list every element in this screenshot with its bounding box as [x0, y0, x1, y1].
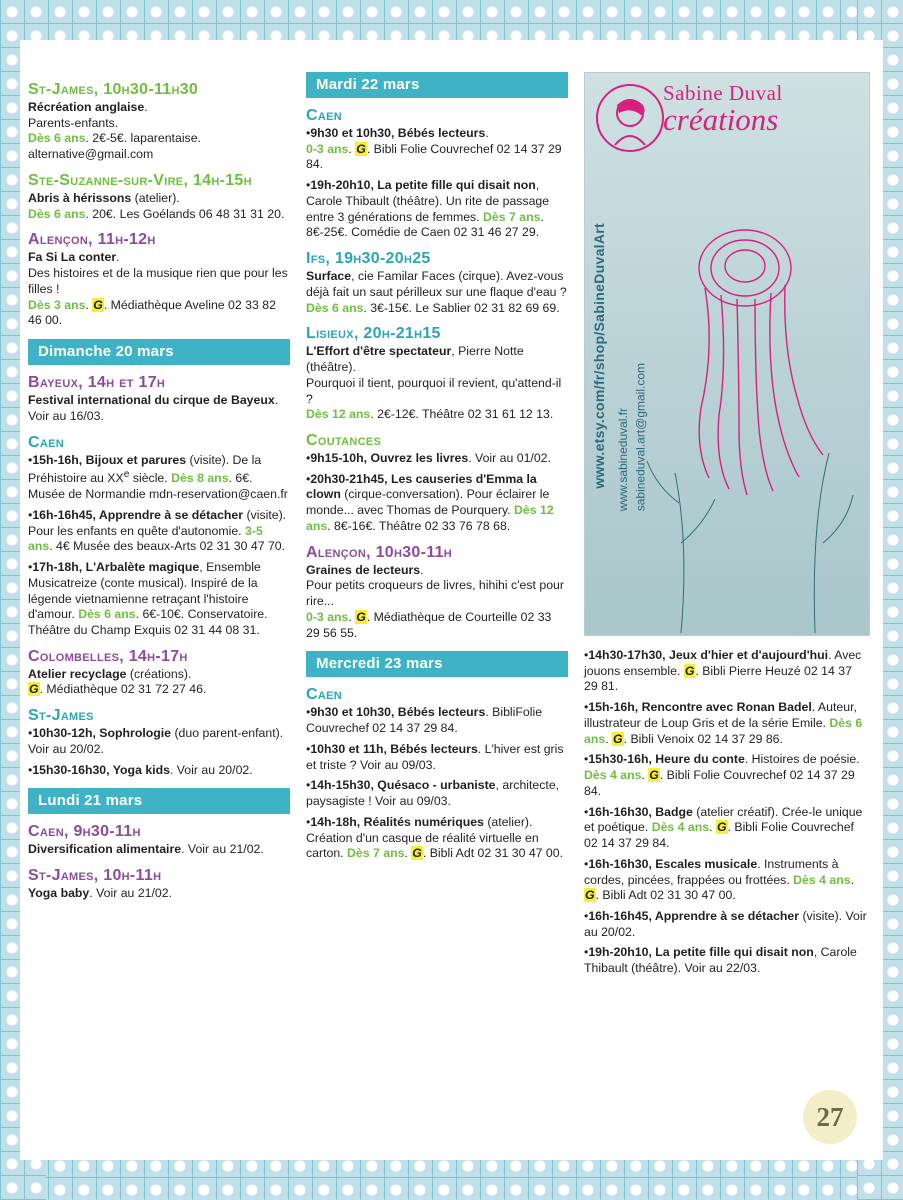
- ad-brand-line2: créations: [663, 102, 779, 137]
- page-content: [20, 40, 883, 1160]
- ad-artwork-jellyfish: [585, 73, 869, 635]
- ad-shop-url[interactable]: www.etsy.com/fr/shop/SabineDuvalArt: [591, 223, 607, 489]
- decorative-border-bottom: [0, 1154, 903, 1200]
- column-three: [584, 72, 868, 982]
- city-heading: Bayeux, 14h et 17h: [28, 374, 166, 392]
- event-entry: •14h-18h, Réalités numériques (atelier). Création d'un casque de réalité virtuelle en carton. Dès 7 ans. G. Bibli Adt 02 31 30 47 00.: [306, 814, 564, 861]
- event-entry: L'Effort d'être spectateur, Pierre Notte (théâtre). Pourquoi il tient, pourquoi il revient, qu'attend-il ? Dès 12 ans. 2€-12€. Théâtre 02 31 61 12 13.: [306, 344, 562, 422]
- city-heading: Lisieux, 20h-21h15: [306, 325, 441, 343]
- day-header: Mercredi 23 mars: [306, 651, 568, 677]
- city-heading: Ifs, 19h30-20h25: [306, 250, 431, 268]
- event-entry: Festival international du cirque de Bayeux. Voir au 16/03.: [28, 393, 279, 423]
- city-heading: Caen: [306, 107, 342, 124]
- ad-email[interactable]: sabineduval.art@gmail.com: [633, 363, 648, 512]
- column-one: [28, 72, 290, 982]
- event-entry: •16h-16h30, Badge (atelier créatif). Crée-le unique et poétique. Dès 4 ans. G. Bibli Folie Couvrechef 02 14 37 29 84.: [584, 804, 863, 851]
- event-entry: Yoga baby. Voir au 21/02.: [28, 886, 173, 901]
- ad-contact[interactable]: [615, 363, 650, 511]
- event-entry: •20h30-21h45, Les causeries d'Emma la clown (cirque-conversation). Pour éclairer le monde... avec Thomas de Pourquery. Dès 12 ans. 8€-16€. Théâtre 02 33 76 78 68.: [306, 471, 554, 533]
- event-entry: •16h-16h45, Apprendre à se détacher (visite). Voir au 20/02.: [584, 909, 867, 939]
- city-heading: Caen: [28, 433, 64, 451]
- column-three-events: [584, 648, 868, 977]
- city-heading: St-James: [28, 707, 94, 725]
- day-header: Dimanche 20 mars: [28, 339, 290, 365]
- ad-brand-name: [663, 81, 783, 138]
- event-entry: Fa Si La conter. Des histoires et de la musique rien que pour les filles ! Dès 3 ans. G. Médiathèque Aveline 02 33 82 46 00.: [28, 250, 288, 328]
- event-entry: •10h30-12h, Sophrologie (duo parent-enfant). Voir au 20/02.: [28, 726, 284, 756]
- city-heading: Ste-Suzanne-sur-Vire, 14h-15h: [28, 171, 252, 189]
- city-heading: St-James, 10h30-11h30: [28, 81, 199, 98]
- city-heading: Caen, 9h30-11h: [28, 823, 141, 841]
- event-entry: Récréation anglaise. Parents-enfants. Dès 6 ans. 2€-5€. laparentaise. alternative@gmail.com: [28, 100, 201, 162]
- event-entry: •15h-16h, Rencontre avec Ronan Badel. Auteur, illustrateur de Loup Gris et de la série Emile. Dès 6 ans. G. Bibli Venoix 02 14 37 29 86.: [584, 700, 863, 746]
- event-entry: •15h-16h, Bijoux et parures (visite). De la Préhistoire au XXe siècle. Dès 8 ans. 6€. Musée de Normandie mdn-reservation@caen.fr: [28, 452, 288, 502]
- advertisement-sabine-duval[interactable]: [584, 72, 870, 636]
- event-entry: •9h30 et 10h30, Bébés lecteurs. 0-3 ans. G. Bibli Folie Couvrechef 02 14 37 29 84.: [306, 126, 562, 172]
- day-header: Mardi 22 mars: [306, 72, 568, 98]
- event-entry: •19h-20h10, La petite fille qui disait non, Carole Thibault (théâtre). Voir au 22/03.: [584, 945, 857, 976]
- event-entry: •14h30-17h30, Jeux d'hier et d'aujourd'hui. Avec jouons ensemble. G. Bibli Pierre Heuzé 02 14 37 29 81.: [584, 648, 862, 694]
- columns-container: [28, 72, 876, 982]
- event-entry: •15h30-16h, Heure du conte. Histoires de poésie. Dès 4 ans. G. Bibli Folie Couvrechef 02 14 37 29 84.: [584, 752, 860, 798]
- city-heading: Caen: [306, 686, 342, 704]
- event-entry: •14h-15h30, Quésaco - urbaniste, architecte, paysagiste ! Voir au 09/03.: [306, 778, 560, 809]
- event-entry: •9h30 et 10h30, Bébés lecteurs. BibliFolie Couvrechef 02 14 37 29 84.: [306, 705, 543, 736]
- ad-brand-line1: Sabine Duval: [663, 81, 783, 105]
- event-entry: Abris à hérissons (atelier). Dès 6 ans. 20€. Les Goélands 06 48 31 31 20.: [28, 190, 285, 221]
- event-entry: Diversification alimentaire. Voir au 21/02.: [28, 842, 264, 857]
- event-entry: •16h-16h30, Escales musicale. Instruments à cordes, pincées, frappées ou frottées. Dès 4 ans. G. Bibli Adt 02 31 30 47 00.: [584, 856, 855, 903]
- event-entry: •19h-20h10, La petite fille qui disait non, Carole Thibault (théâtre). Un rite de passage entre 3 générations de femmes. Dès 7 ans. 8€-25€. Comédie de Caen 02 31 46 27 29.: [306, 178, 550, 240]
- event-entry: •10h30 et 11h, Bébés lecteurs. L'hiver est gris et triste ? Voir au 09/03.: [306, 741, 564, 772]
- event-entry: •17h-18h, L'Arbalète magique, Ensemble Musicatreize (conte musical). Inspiré de la légende vietnamienne retraçant l'histoire d'amour. Dès 6 ans. 6€-10€. Conservatoire. Théâtre du Champ Exquis 02 31 44 08 31.: [28, 560, 268, 637]
- event-entry: Graines de lecteurs. Pour petits croqueurs de livres, hihihi c'est pour rire... 0-3 ans. G. Médiathèque de Courteille 02 33 29 56 55.: [306, 562, 564, 640]
- city-heading: Alençon, 11h-12h: [28, 231, 156, 249]
- city-heading: Coutances: [306, 432, 382, 450]
- city-heading: St-James, 10h-11h: [28, 867, 162, 885]
- city-heading: Colombelles, 14h-17h: [28, 647, 188, 665]
- woman-portrait-icon: [595, 83, 665, 153]
- event-entry: •16h-16h45, Apprendre à se détacher (visite). Pour les enfants en quête d'autonomie. 3-5 ans. 4€ Musée des beaux-Arts 02 31 30 47 70.: [28, 507, 287, 554]
- column-two: [306, 72, 568, 982]
- event-entry: Surface, cie Familar Faces (cirque). Avez-vous déjà fait un saut périlleux sur une flaque d'eau ? Dès 6 ans. 3€-15€. Le Sablier 02 31 82 69 69.: [306, 269, 567, 315]
- event-entry: Atelier recyclage (créations). G. Médiathèque 02 31 72 27 46.: [28, 666, 207, 697]
- city-heading: Alençon, 10h30-11h: [306, 543, 453, 561]
- event-entry: •15h30-16h30, Yoga kids. Voir au 20/02.: [28, 762, 253, 777]
- ad-website[interactable]: www.sabineduval.fr: [616, 407, 630, 512]
- day-header: Lundi 21 mars: [28, 788, 290, 814]
- page-number: 27: [803, 1090, 857, 1144]
- event-entry: •9h15-10h, Ouvrez les livres. Voir au 01/02.: [306, 451, 551, 466]
